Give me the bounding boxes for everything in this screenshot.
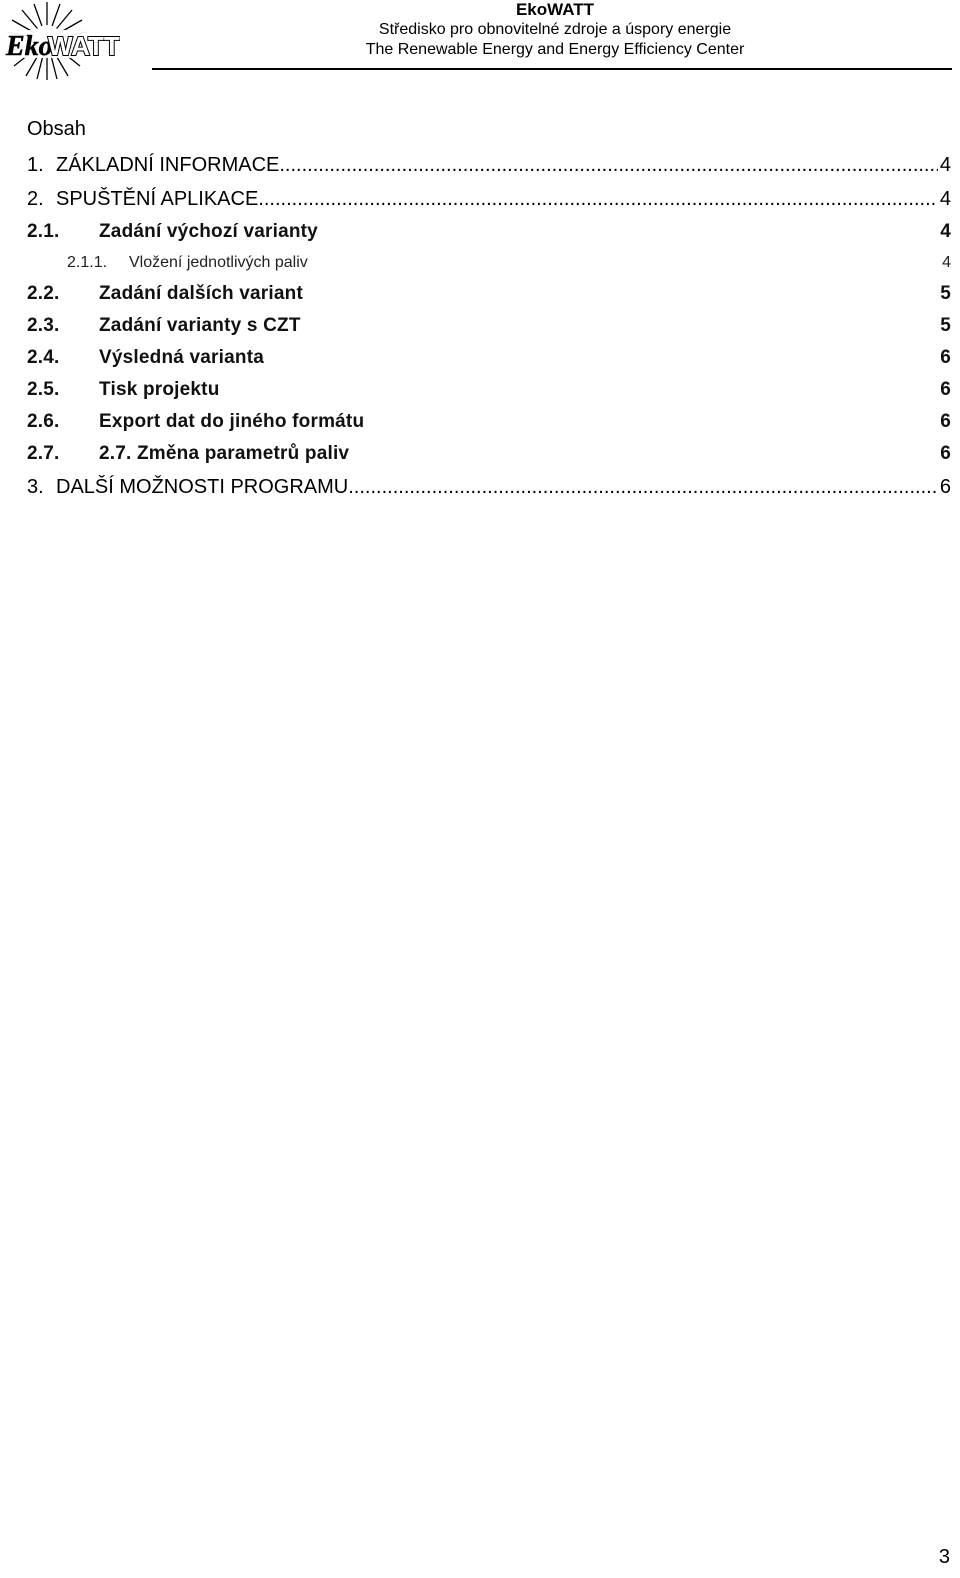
toc-entry-page: 5 — [940, 283, 951, 304]
toc-dot-leader — [279, 148, 938, 182]
toc-dot-leader — [348, 470, 938, 504]
toc-entry-number: 2.2. — [27, 283, 60, 304]
toc-entry-label: Zadání varianty s CZT — [99, 315, 301, 336]
toc-entry-page: 6 — [939, 476, 951, 498]
toc-entry-number: 2. — [27, 188, 44, 210]
toc-entry[interactable] — [27, 216, 951, 248]
toc-entry-page: 6 — [940, 411, 951, 432]
toc-entry[interactable] — [27, 248, 951, 278]
toc-entry[interactable] — [27, 470, 951, 504]
toc-entry[interactable] — [27, 406, 951, 438]
toc-entry-label: Vložení jednotlivých paliv — [129, 254, 308, 271]
toc-entry-number: 2.4. — [27, 347, 60, 368]
header-english-subtitle: The Renewable Energy and Energy Efficiency Center — [365, 41, 745, 58]
ekowatt-logo — [2, 0, 120, 82]
toc-entry-label: Zadání dalších variant — [99, 283, 303, 304]
header-divider — [152, 68, 952, 70]
toc-entry[interactable] — [27, 310, 951, 342]
toc-entry-number: 2.3. — [27, 315, 60, 336]
toc-entry[interactable] — [27, 438, 951, 470]
toc-entry-page: 6 — [940, 347, 951, 368]
header-org-name: EkoWATT — [515, 0, 595, 19]
toc-entry-label: DALŠÍ MOŽNOSTI PROGRAMU — [56, 476, 349, 498]
toc-entry-page: 4 — [939, 154, 951, 176]
toc-entry-page: 6 — [940, 379, 951, 400]
header-text-block — [300, 0, 810, 60]
toc-title: Obsah — [27, 118, 86, 140]
toc-entry-label: Výsledná varianta — [99, 347, 264, 368]
toc-entry-number: 2.5. — [27, 379, 60, 400]
toc-entry[interactable] — [27, 148, 951, 182]
toc-entry-label: Zadání výchozí varianty — [99, 221, 318, 242]
toc-entry-page: 4 — [939, 188, 951, 210]
toc-entry-label: 2.7. Změna parametrů paliv — [99, 443, 350, 464]
toc-entry[interactable] — [27, 182, 951, 216]
toc-entry[interactable] — [27, 278, 951, 310]
toc-entry-page: 5 — [940, 315, 951, 336]
toc-entry-page: 4 — [942, 254, 951, 271]
toc-entry-number: 2.1.1. — [67, 254, 108, 271]
svg-text:Eko: Eko — [6, 31, 53, 62]
toc-entry[interactable] — [27, 374, 951, 406]
toc-entry-label: Export dat do jiného formátu — [99, 411, 365, 432]
toc-entry-number: 1. — [27, 154, 44, 176]
toc-entry[interactable] — [27, 342, 951, 374]
toc-entry-label: ZÁKLADNÍ INFORMACE — [56, 154, 280, 176]
toc-entry-number: 2.7. — [27, 443, 60, 464]
toc-entry-number: 2.1. — [27, 221, 60, 242]
toc-entry-page: 6 — [940, 443, 951, 464]
toc-entry-label: Tisk projektu — [99, 379, 220, 400]
toc-entry-number: 3. — [27, 476, 44, 498]
table-of-contents — [27, 114, 951, 504]
header-czech-subtitle: Středisko pro obnovitelné zdroje a úspory energie — [378, 21, 732, 38]
toc-entry-label: SPUŠTĚNÍ APLIKACE — [56, 188, 259, 210]
svg-text:WATT: WATT — [48, 31, 120, 61]
page-number: 3 — [938, 1546, 950, 1568]
toc-dot-leader — [258, 182, 938, 216]
toc-entry-page: 4 — [940, 221, 951, 242]
toc-entry-number: 2.6. — [27, 411, 60, 432]
